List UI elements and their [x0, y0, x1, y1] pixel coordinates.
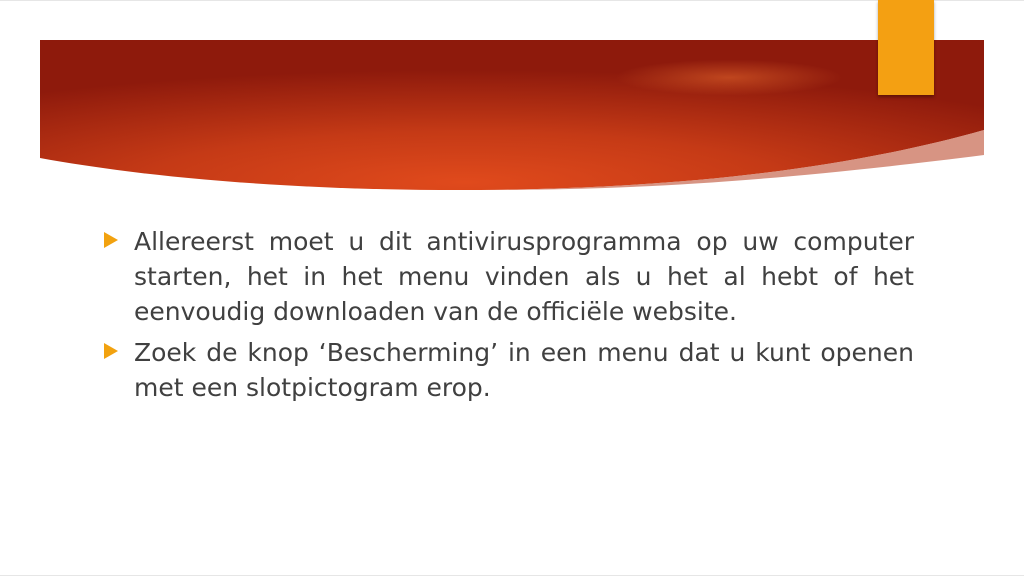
bullet-item [104, 224, 914, 329]
accent-tab [878, 0, 934, 95]
play-triangle-icon [104, 343, 118, 359]
title-banner [40, 40, 984, 192]
play-triangle-icon [104, 232, 118, 248]
top-border [0, 0, 1024, 1]
banner-graphic [40, 40, 984, 192]
bullet-text: Zoek de knop ‘Bescherming’ in een menu dat u kunt openen met een slotpictogram erop. [134, 338, 914, 402]
bullet-item [104, 335, 914, 405]
bullet-text: Allereerst moet u dit antivirusprogramma op uw computer starten, het in het menu vinden als u het al hebt of het eenvoudig downloaden van de officiële website. [134, 227, 914, 326]
content-area [104, 224, 914, 411]
